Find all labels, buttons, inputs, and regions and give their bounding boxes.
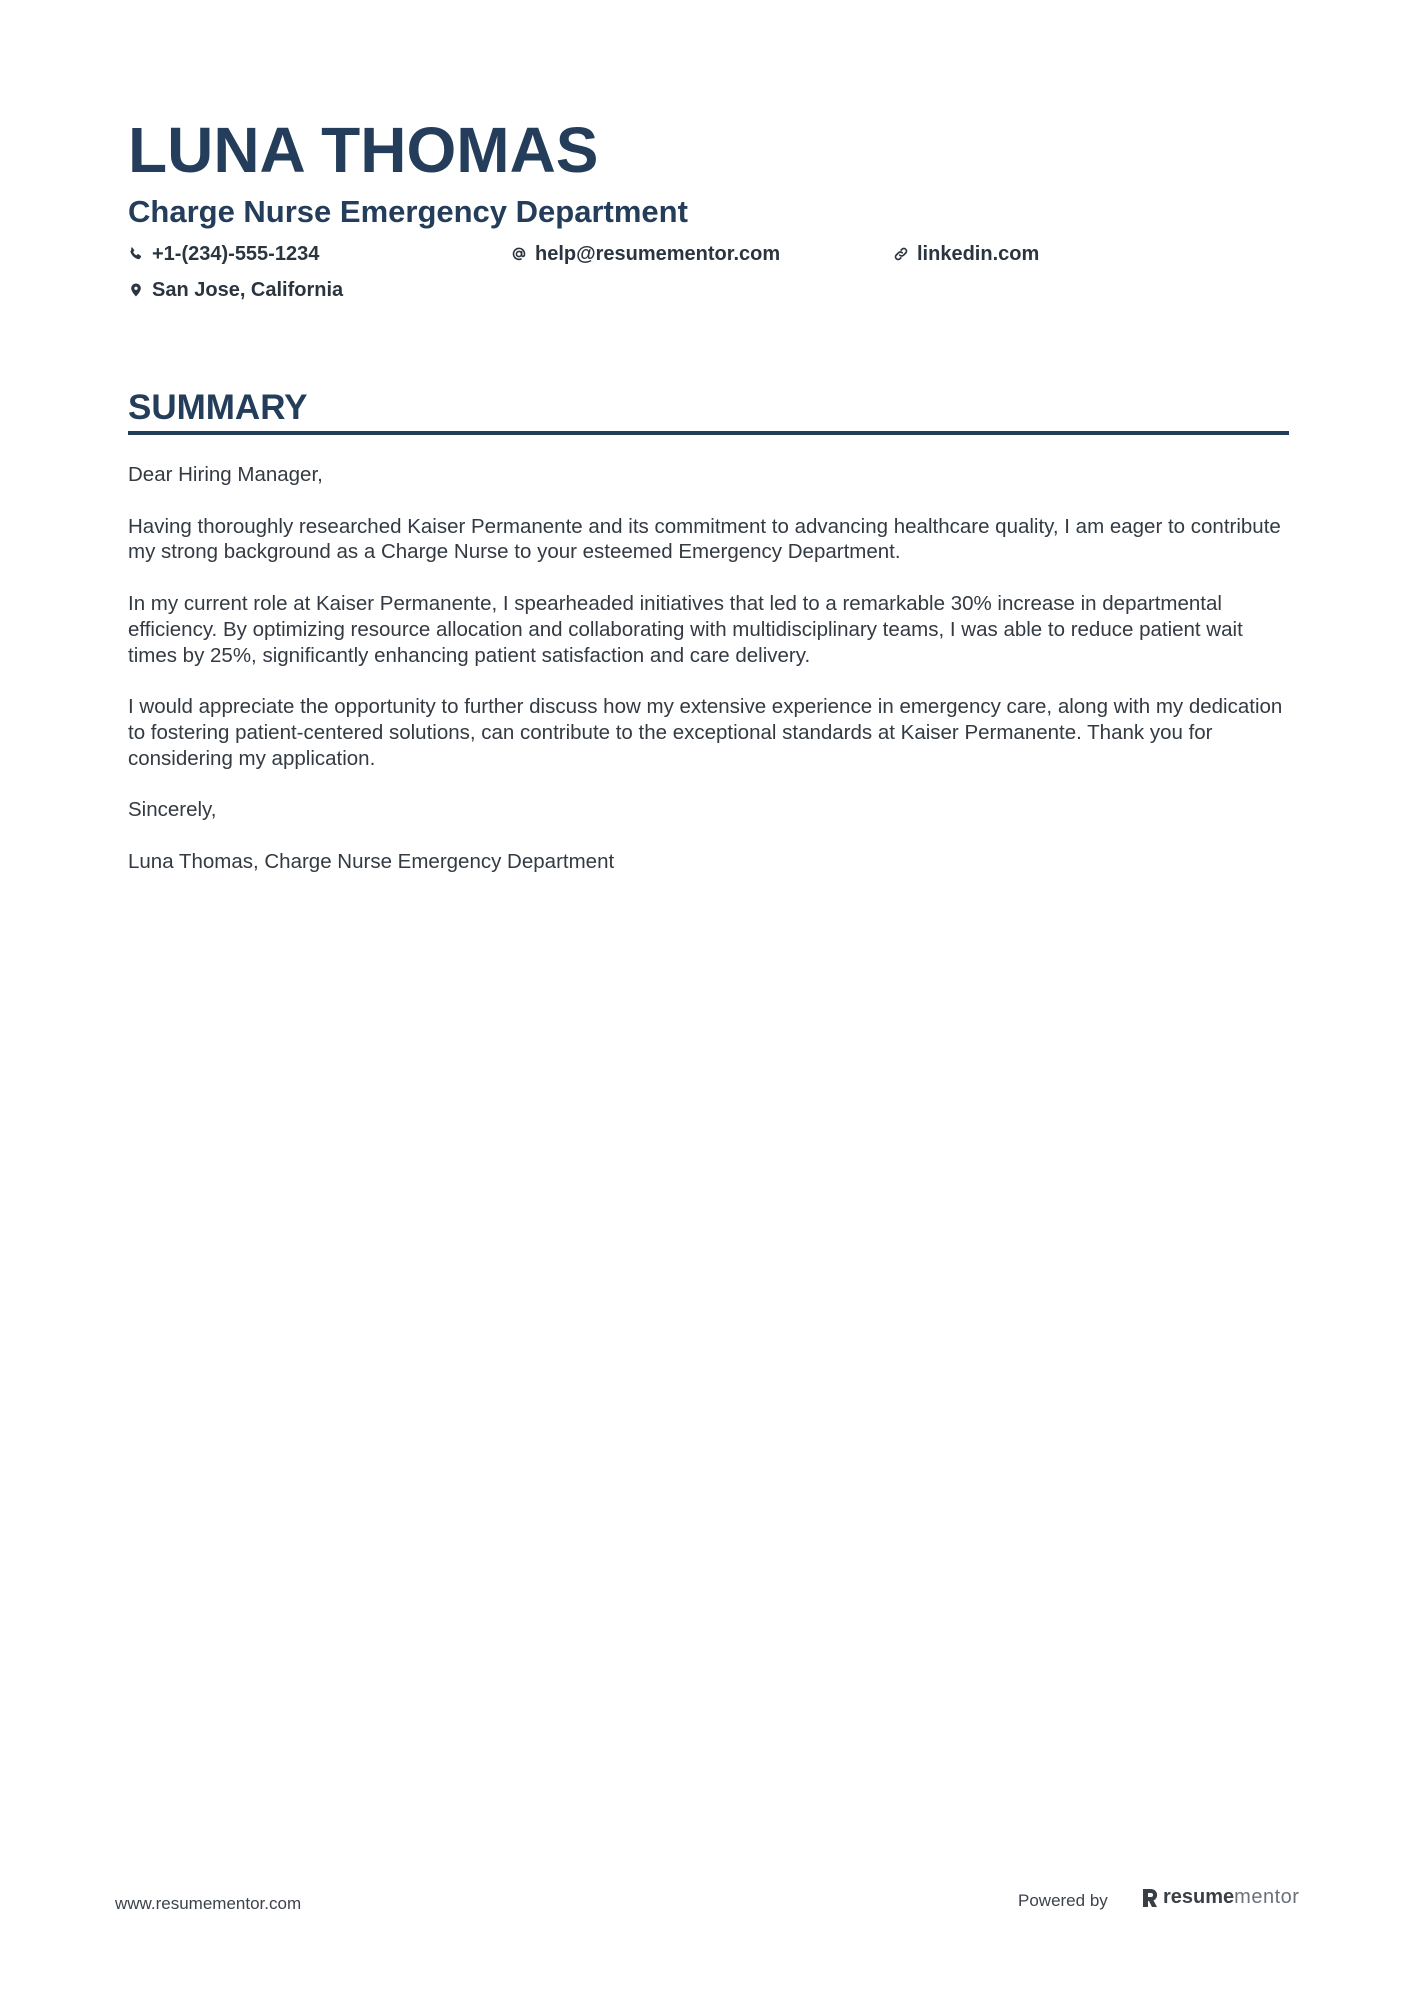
powered-by-label: Powered by (1018, 1891, 1108, 1910)
letter-paragraph: In my current role at Kaiser Permanente, I spearheaded initiatives that led to a remarkable 30% increase in departmental efficiency. By optimizing resource allocation and collaborating with multidisciplinary teams, I was able to reduce patient wait times by 25%, significantly enhancing patient satisfaction and care delivery. (128, 591, 1243, 667)
candidate-name: LUNA THOMAS (128, 114, 599, 186)
summary-heading: SUMMARY (128, 388, 308, 427)
link-text: linkedin.com (917, 243, 1040, 265)
section-divider (128, 431, 1289, 435)
at-icon (511, 246, 527, 262)
job-title: Charge Nurse Emergency Department (128, 194, 688, 229)
letter-closing: Sincerely, (128, 798, 217, 822)
contact-phone (128, 240, 319, 268)
phone-icon (128, 246, 144, 262)
brand-name-light: mentor (1234, 1886, 1300, 1908)
link-icon (893, 246, 909, 262)
footer-url: www.resumementor.com (115, 1894, 302, 1913)
brand-name-bold: resume (1163, 1886, 1235, 1908)
contact-link (893, 240, 1039, 268)
location-text: San Jose, California (152, 279, 344, 301)
brand-mark-icon (1141, 1887, 1159, 1909)
letter-signature: Luna Thomas, Charge Nurse Emergency Department (128, 849, 615, 873)
letter-paragraph: I would appreciate the opportunity to further discuss how my extensive experience in emergency care, along with my dedication to fostering patient-centered solutions, can contribute to the exceptional standards at Kaiser Permanente. Thank you for considering my application. (128, 695, 1283, 770)
contact-email (511, 240, 780, 268)
letter-paragraph: Having thoroughly researched Kaiser Permanente and its commitment to advancing healthcare quality, I am eager to contribute my strong background as a Charge Nurse to your esteemed Emergency Department. (128, 514, 1281, 564)
phone-text: +1-(234)-555-1234 (152, 243, 320, 265)
contact-location (128, 276, 343, 304)
email-text: help@resumementor.com (535, 243, 781, 265)
location-pin-icon (128, 282, 144, 298)
letter-greeting: Dear Hiring Manager, (128, 463, 323, 486)
letter-body (128, 462, 1293, 901)
brand-logo (1141, 1886, 1299, 1909)
